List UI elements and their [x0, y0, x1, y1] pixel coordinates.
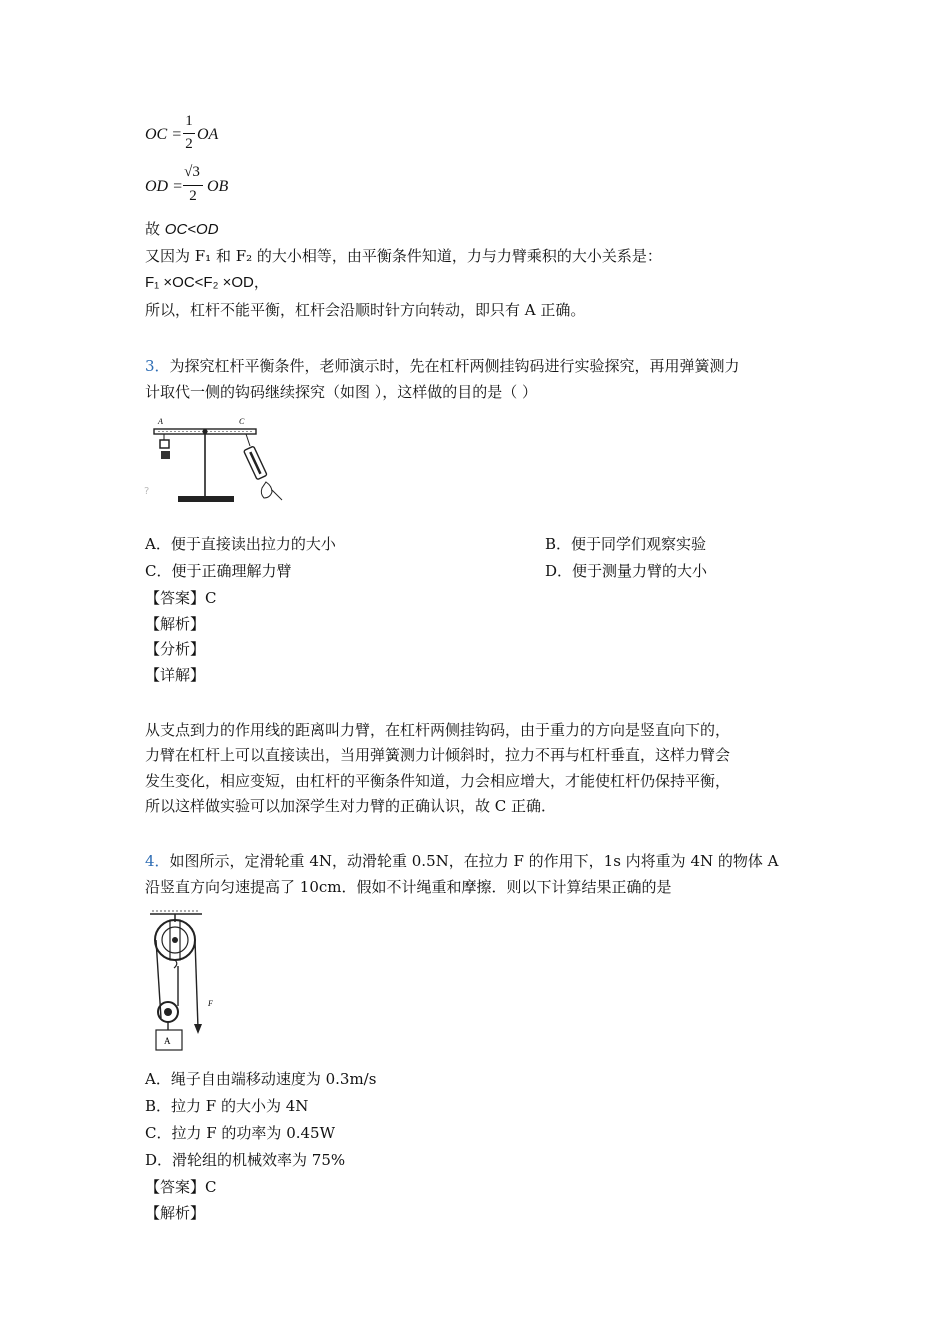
svg-text:?: ?: [144, 486, 150, 497]
lever-figure: [140, 410, 300, 510]
pulley-figure: [148, 908, 228, 1058]
q3-option-b: B．便于同学们观察实验: [545, 535, 707, 553]
reasoning-line: 又因为 F₁ 和 F₂ 的大小相等，由平衡条件知道，力与力臂乘积的大小关系是：: [145, 247, 662, 265]
q3-explanation-line2: 力臂在杠杆上可以直接读出，当用弹簧测力计倾斜时，拉力不再与杠杆垂直，这样力臂会: [145, 746, 731, 764]
q3-analysis-label: 【解析】: [145, 615, 206, 633]
q3-fenxi-label: 【分析】: [145, 640, 206, 658]
q4-option-b: B．拉力 F 的大小为 4N: [145, 1097, 309, 1115]
eq-oc-lhs: OC =: [145, 126, 183, 143]
q3-option-d: D．便于测量力臂的大小: [545, 562, 708, 580]
q4-option-d: D．滑轮组的机械效率为 75%: [145, 1151, 346, 1169]
q4-stem-line1: 4．如图所示，定滑轮重 4N，动滑轮重 0.5N，在拉力 F 的作用下，1s 内将重为 4N 的物体 A: [145, 852, 779, 870]
fig-label-a: A: [164, 1036, 171, 1046]
fig-label-c: C: [239, 417, 245, 426]
q3-explanation-line4: 所以这样做实验可以加深学生对力臂的正确认识，故 C 正确．: [145, 797, 557, 815]
eq-oc-numerator: 1: [185, 113, 193, 129]
inequality-oc-od: OC<OD: [164, 221, 219, 238]
q3-explanation-line1: 从支点到力的作用线的距离叫力臂，在杠杆两侧挂钩码，由于重力的方向是竖直向下的，: [145, 721, 731, 739]
eq-od-rhs: OB: [207, 178, 229, 195]
q3-stem-line1: 3．为探究杠杆平衡条件，老师演示时，先在杠杆两侧挂钩码进行实验探究，再用弹簧测力: [145, 357, 740, 375]
eq-od-lhs: OD =: [145, 178, 183, 195]
q4-answer: 【答案】C: [145, 1178, 217, 1196]
moment-inequality-line: F₁ ×OC<F₂ ×OD，: [145, 274, 269, 291]
fig-label-a: A: [158, 417, 163, 426]
q4-number: 4．: [145, 852, 170, 870]
q4-option-a: A．绳子自由端移动速度为 0.3m/s: [145, 1070, 377, 1088]
q3-stem-line2: 计取代一侧的钩码继续探究（如图 ），这样做的目的是（ ）: [145, 383, 538, 401]
q3-answer: 【答案】C: [145, 589, 217, 607]
q4-stem-line2: 沿竖直方向匀速提高了 10cm．假如不计绳重和摩擦．则以下计算结果正确的是: [145, 878, 672, 896]
eq-oc-rhs: OA: [197, 126, 219, 143]
q3-number: 3．: [145, 357, 170, 375]
q4-option-c: C．拉力 F 的功率为 0.45W: [145, 1124, 336, 1142]
q3-explanation-line3: 发生变化，相应变短，由杠杆的平衡条件知道，力会相应增大，才能使杠杆仍保持平衡，: [145, 772, 731, 790]
eq-od-numerator: √3: [184, 164, 200, 180]
eq-oc-denominator: 2: [185, 136, 193, 152]
eq-od-denominator: 2: [189, 188, 197, 204]
q3-option-a: A．便于直接读出拉力的大小: [145, 535, 336, 553]
eq-oc-fraction-bar: [183, 133, 195, 134]
eq-od-fraction-bar: [183, 185, 203, 186]
q3-option-c: C．便于正确理解力臂: [145, 562, 292, 580]
conclusion-line: 故 OC<OD: [145, 220, 219, 238]
q3-xiangjie-label: 【详解】: [145, 666, 206, 684]
fig-label-f: F: [208, 999, 213, 1008]
q4-analysis-label: 【解析】: [145, 1204, 206, 1222]
final-conclusion-line: 所以，杠杆不能平衡，杠杆会沿顺时针方向转动，即只有 A 正确。: [145, 301, 586, 319]
